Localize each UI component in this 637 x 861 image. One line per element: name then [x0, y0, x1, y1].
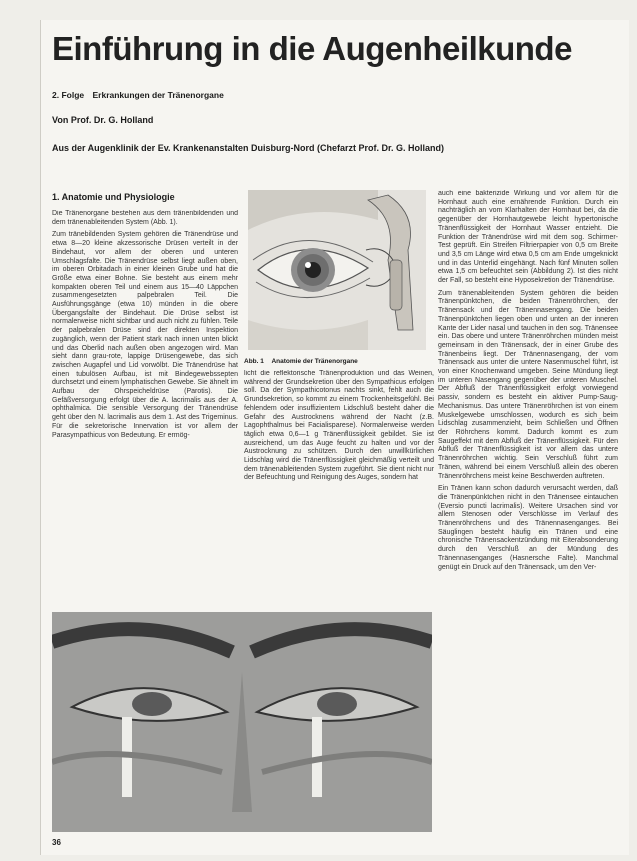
- paragraph: Ein Tränen kann schon dadurch verursacht werden, daß die Tränenpünktchen nicht in den Tränensee eintauchen (Eversio puncti lacrimalis). Weitere Ursachen sind vor allem Stenosen oder Verschlüsse im Verlauf des Tränenröhrchens und des Tränennasenganges. Bei Säuglingen besteht häufig ein Tränen und eine chronische Tränensackentzündung mit Eiterabsonderung durch den Verschluß an der Mündung des Tränennasenganges (Hasnersche Falte). Manchmal genügt ein Druck auf den Tränensack, um den Ver-: [438, 485, 618, 571]
- figure-1-caption: [244, 358, 358, 365]
- figure-schirmer-photo: [52, 612, 432, 832]
- caption-text: Anatomie der Tränenorgane: [271, 358, 358, 365]
- series-part: 2. Folge: [52, 90, 85, 100]
- paragraph: Zum tränenableitenden System gehören die beiden Tränenpünktchen, die beiden Tränenröhrchen, der Tränensack und der Tränennasengang. Die beiden Tränenpünktchen liegen oben und unten an der inneren Kante der Lider nasal und tauchen in den sog. Tränensee ein. Das obere und untere Tränenröhrchen münden meist gemeinsam in den Tränensack, der in einer Grube des Tränenbeins liegt. Der Tränennasengang, der vom Tränensack aus unter die untere Nasenmuschel führt, ist von einer Knochenwand umgeben. Seine Mündung liegt im unteren Nasengang gegenüber der unteren Muschel. Der Abfluß der Tränenflüssigkeit erfolgt vorwiegend passiv, sondern es besteht ein aktiver Pump-Saug-Mechanismus. Das untere Tränenröhrchen ist von einem Muskelgewebe umschlossen, wodurch es sich beim Lidschlag zusammenzieht, beim Schließen und Öffnen der Röhrchens kommt. Dadurch kommt es zum Saugeffekt mit dem Abfluß der Tränenflüssigkeit. Für den Abfluß der Tränenflüssigkeit ist vor allem das untere Tränenröhrchen wichtig. Sein Verschluß führt zum Tränen, während bei einem Verschluß allein des oberen Tränenröhrchens meist keine Beschwerden auftreten.: [438, 289, 618, 480]
- page-number: 36: [52, 838, 61, 847]
- column-right: [438, 190, 618, 830]
- affiliation-line: Aus der Augenklinik der Ev. Krankenanstalten Duisburg-Nord (Chefarzt Prof. Dr. G. Holland): [52, 143, 445, 153]
- page-title: Einführung in die Augenheilkunde: [52, 30, 572, 67]
- figure-eye-anatomy: [248, 190, 426, 350]
- paragraph: auch eine bakterizide Wirkung und vor allem für die Hornhaut auch eine ernährende Funktion. Durch ein nachträglich an vom Klarhalten der Hornhaut bei, da die gegenüber der Hornhautgewebe leicht hypertonische Tränenflüssigkeit der Hornhaut Wasser entzieht. Die Funktion der Tränendrüse wird mit dem sog. Schirmer-Test geprüft. Ein Streifen Filtrierpapier von 0,5 cm Breite und 3,5 cm Länge wird etwa 0,5 cm am Ende umgeknickt und in das Unterlid eingehängt. Nach fünf Minuten sollen etwa 1,5 cm befeuchtet sein (Abbildung 2). Ist dies nicht der Fall, so besteht eine Hyposekretion der Tränendrüse.: [438, 190, 618, 285]
- section-heading: 1. Anatomie und Physiologie: [52, 192, 175, 202]
- column-left: [52, 210, 238, 590]
- series-line: [52, 90, 230, 100]
- paragraph: Die Tränenorgane bestehen aus dem tränenbildenden und dem tränenableitenden System (Abb. 1).: [52, 210, 238, 226]
- paragraph: licht die reflektorische Tränenproduktion und das Weinen, während der Grundsekretion über den Sympathicus erfolgen soll. Da der Sympathicotonus nachts sinkt, fehlt auch die Grundsekretion, so kommt zu einem Trockenheitsgefühl. Bei fehlendem oder insuffizientem Lidschluß besteht daher die Gefahr des Austrocknens während der Nacht (z.B. Lagophthalmus bei Facialisparese). Normalerweise werden täglich etwa 0,6—1 g Tränenflüssigkeit gebildet. Sie ist ausreichend, um das Auge feucht zu halten und vor der Austrocknung zu schützen. Durch den unwillkürlichen Lidschlag wird die Tränenflüssigkeit gleichmäßig verteilt und dem tränenableitenden System zugeführt. Sie dient nicht nur der Befeuchtung und Reinigung des Auges, sondern hat: [244, 370, 434, 482]
- paragraph: Zum tränebildenden System gehören die Tränendrüse und etwa 8—20 kleine akzessorische Drüsen verteilt in der Bindehaut, vor allem der oberen und unteren Umschlagsfalte. Die Tränendrüse selbst liegt außen oben, im oberen Orbitadach in einer kleinen Grube und hat die Größe etwa einer Bohne. Sie besteht aus einem mehr kompakten oberen Teil und einem aus 15—40 Läppchen zusammengesetzten palpebralen Teil. Die Ausführungsgänge (etwa 10) münden in die obere Übergangsfalte der Bindehaut. Die Drüse selbst ist normalerweise nicht sichtbar und auch nicht zu fühlen. Teile der palpebralen Drüse sind der direkten Inspektion zugänglich, wenn der Patient stark nach innen unten blickt und das Oberlid nach außen oben angezogen wird. Man sieht dann grau-rote, lappige Drüsengewebe, das sich zwischen Augapfel und Lid vorwölbt. Die Tränendrüse hat einen tubulösen Aufbau, ist mit Bindegewebssepten durchsetzt und einem lymphatischen Gewebe. Sie ähnelt im Aufbau der Ohrspeicheldrüse (Parotis). Die Gefäßversorgung erfolgt über die A. lacrimalis aus der A. ophthalmica. Die sensible Versorgung der Tränendrüse geht über den N. lacrimalis aus dem 1. Ast des Trigeminus. Für die sekretorische Innervation ist vor allem der Parasympathicus von Bedeutung. Er ermög-: [52, 231, 238, 439]
- caption-number: Abb. 1: [244, 358, 264, 365]
- column-middle: [244, 370, 434, 608]
- series-topic: Erkrankungen der Tränenorgane: [92, 90, 224, 100]
- author-line: Von Prof. Dr. G. Holland: [52, 115, 154, 125]
